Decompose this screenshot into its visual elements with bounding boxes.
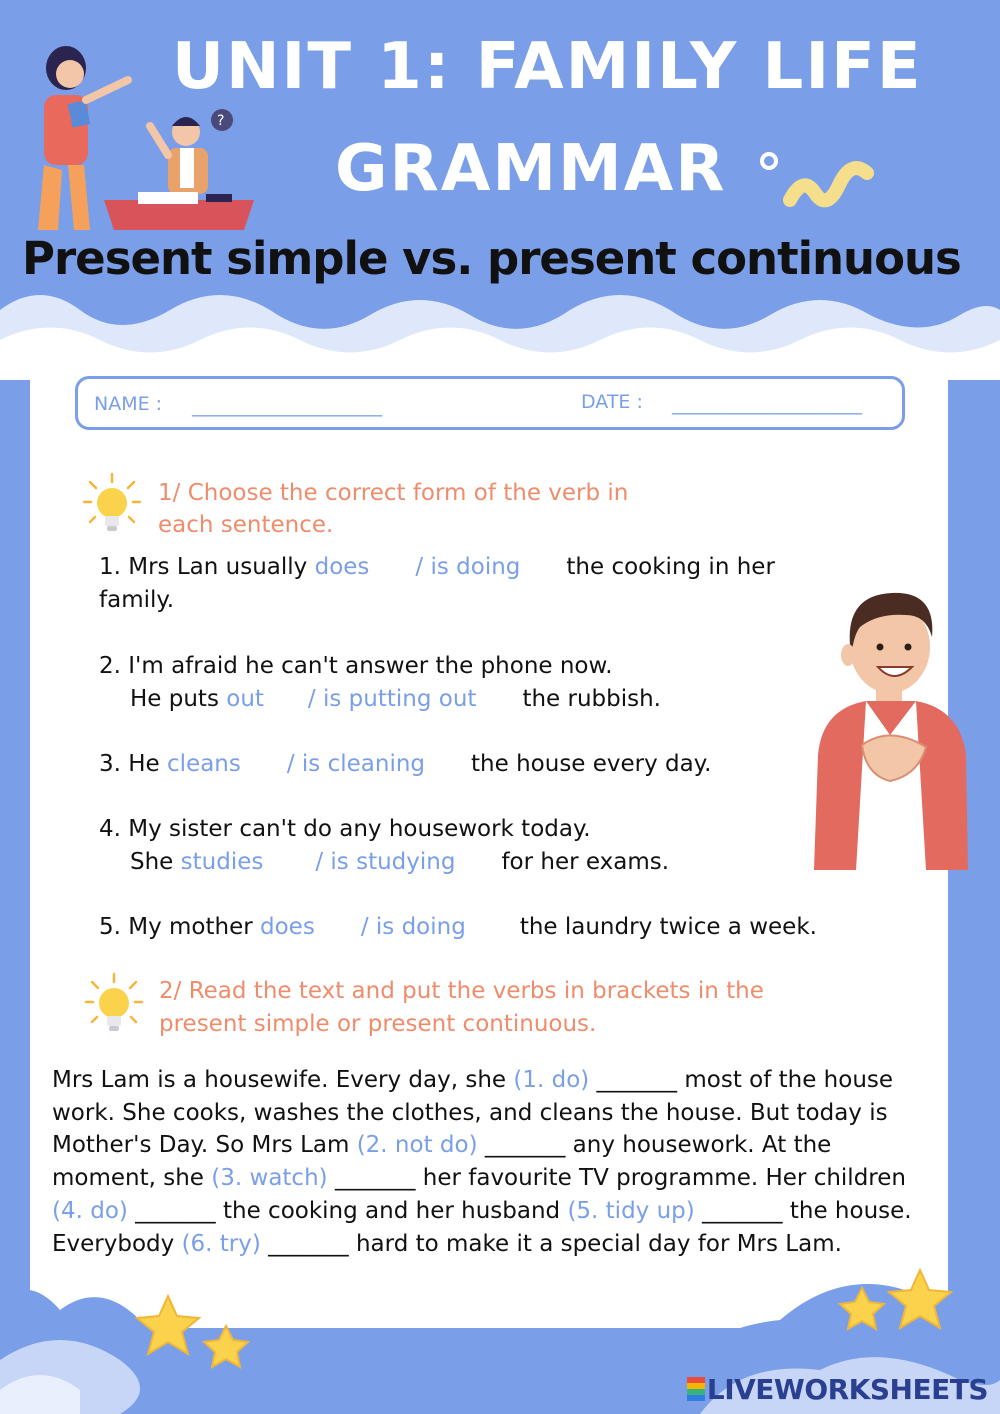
hint-1: (1. do) <box>513 1067 590 1093</box>
blank-1[interactable]: _______ most of the house work. She cooks, washes the clothes, and cleans the house. But today is Mother's Day. So Mrs Lam <box>52 1067 894 1159</box>
option-cleans[interactable]: cleans <box>167 751 241 777</box>
lightbulb-icon <box>80 470 144 538</box>
option-is-doing[interactable]: / is doing <box>360 914 466 940</box>
blank-6[interactable]: _______ hard to make it a special day for Mrs Lam. <box>260 1230 842 1257</box>
logo-icon <box>687 1377 705 1401</box>
exercise1-title-line2: each sentence. <box>158 512 334 538</box>
hint-3: (3. watch) <box>211 1165 328 1192</box>
name-label: NAME : <box>94 393 163 415</box>
hint-6: (6. try) <box>181 1230 261 1257</box>
hint-2: (2. not do) <box>356 1132 478 1159</box>
question-4: She studies / is studying for her exams. <box>130 849 670 875</box>
option-is-putting-out[interactable]: / is putting out <box>307 686 477 712</box>
date-field[interactable]: ____________________ <box>672 393 862 415</box>
squiggle-decoration <box>755 145 885 225</box>
exercise1-title-line1: 1/ Choose the correct form of the verb in <box>158 480 629 506</box>
question-2-context: 2. I'm afraid he can't answer the phone now. <box>99 653 613 679</box>
question-3: 3. He cleans / is cleaning the house every day. <box>99 751 712 777</box>
cloud-border-top <box>0 270 1000 380</box>
question-1-continued: family. <box>99 587 175 613</box>
question-1: 1. Mrs Lan usually does / is doing the cooking in her <box>99 554 775 580</box>
date-label: DATE : <box>581 391 643 413</box>
blank-5[interactable]: _______ the house. Everybody <box>52 1197 912 1257</box>
question-2: He puts out / is putting out the rubbish. <box>130 686 661 712</box>
blank-2[interactable]: _______ any housework. At the moment, she <box>52 1132 832 1192</box>
grammar-title: GRAMMAR <box>335 132 727 206</box>
option-does[interactable]: does <box>314 554 370 580</box>
option-is-cleaning[interactable]: / is cleaning <box>286 751 426 777</box>
unit-title: UNIT 1: FAMILY LIFE <box>172 30 923 104</box>
option-is-studying[interactable]: / is studying <box>315 849 456 875</box>
exercise2-title-line2: present simple or present continuous. <box>159 1011 597 1037</box>
page-subtitle: Present simple vs. present continuous <box>22 232 961 285</box>
question-5: 5. My mother does / is doing the laundry twice a week. <box>99 914 817 940</box>
name-field[interactable]: ____________________ <box>192 395 382 417</box>
question-4-context: 4. My sister can't do any housework today. <box>99 816 591 842</box>
man-illustration <box>808 585 976 870</box>
lightbulb-icon <box>82 970 146 1038</box>
hint-4: (4. do) <box>52 1197 128 1224</box>
option-is-doing[interactable]: / is doing <box>415 554 521 580</box>
blank-4[interactable]: _______ the cooking and her husband <box>127 1197 568 1224</box>
option-does[interactable]: does <box>260 914 315 940</box>
hint-5: (5. tidy up) <box>567 1197 695 1224</box>
svg-text:?: ? <box>217 113 225 129</box>
exercise2-title-line1: 2/ Read the text and put the verbs in brackets in the <box>159 978 764 1004</box>
exercise2-passage: Mrs Lam is a housewife. Every day, she (1. do) _______ most of the house work. She cooks, washes the clothes, and cleans the house. But today is Mother's Day. So Mrs Lam (2. not do) _______ any housework. At the moment, she (3. watch) _______ her favourite TV programme. Her children (4. do) _______ the cooking and her husband (5. tidy up) _______ the house. Everybody (6. try) _______ hard to make it a special day for Mrs Lam. <box>52 1067 912 1257</box>
option-out[interactable]: out <box>226 686 264 712</box>
option-studies[interactable]: studies <box>180 849 264 875</box>
liveworksheets-logo[interactable]: LIVEWORKSHEETS <box>687 1373 988 1406</box>
blank-3[interactable]: _______ her favourite TV programme. Her children <box>327 1165 906 1192</box>
